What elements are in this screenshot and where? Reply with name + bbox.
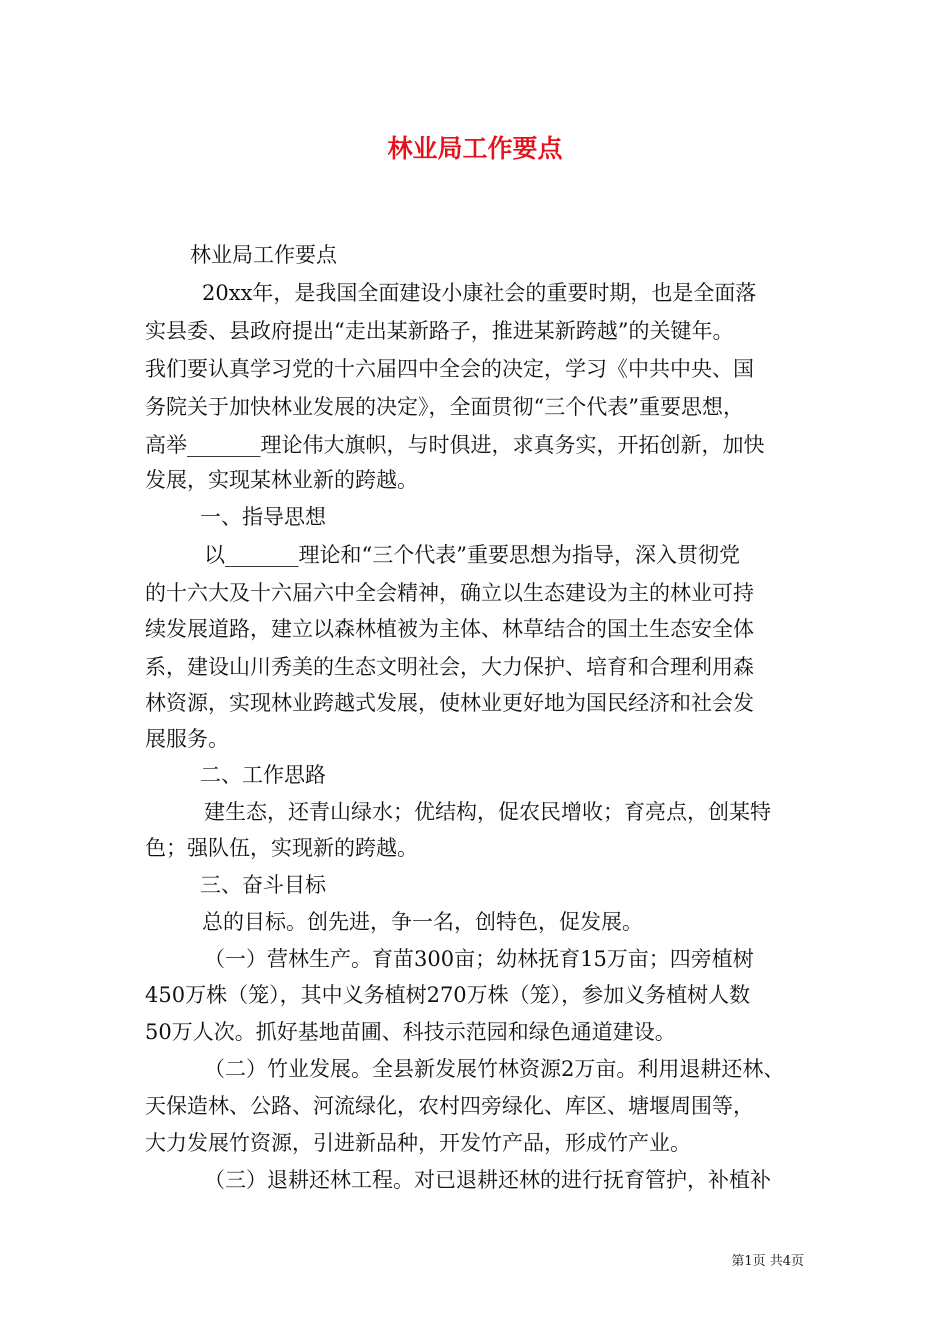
body-line: 我们要认真学习党的十六届四中全会的决定，学习《中共中央、国 [145,357,754,381]
body-line: 20xx年，是我国全面建设小康社会的重要时期，也是全面落 [202,281,757,305]
section-heading: 三、奋斗目标 [200,873,326,897]
body-heading: 林业局工作要点 [190,243,337,267]
body-line: 色；强队伍，实现新的跨越。 [145,836,418,860]
body-line: 续发展道路，建立以森林植被为主体、林草结合的国土生态安全体 [145,617,754,641]
page-number: 第1页 共4页 [731,1254,804,1269]
body-line: 天保造林、公路、河流绿化，农村四旁绿化、库区、塘堰周围等， [145,1094,754,1118]
section-heading: 二、工作思路 [200,763,326,787]
document-title: 林业局工作要点 [387,134,563,163]
body-line: 展服务。 [145,727,229,751]
body-line: （二）竹业发展。全县新发展竹林资源2万亩。利用退耕还林、 [204,1057,785,1081]
body-line: 450万株（笼），其中义务植树270万株（笼），参加义务植树人数 [145,983,751,1007]
body-line: 建生态，还青山绿水；优结构，促农民增收；育亮点，创某特 [204,800,771,824]
body-line: 实县委、县政府提出“走出某新路子，推进某新跨越”的关键年。 [145,319,734,343]
body-line: 发展，实现某林业新的跨越。 [145,468,418,492]
body-line: 系，建设山川秀美的生态文明社会，大力保护、培育和合理利用森 [145,655,754,679]
body-line: 以_______理论和“三个代表”重要思想为指导，深入贯彻党 [204,543,740,567]
body-line: 50万人次。抓好基地苗圃、科技示范园和绿色通道建设。 [145,1020,676,1044]
body-line: 林资源，实现林业跨越式发展，使林业更好地为国民经济和社会发 [145,691,754,715]
body-line: （三）退耕还林工程。对已退耕还林的进行抚育管护，补植补 [204,1168,771,1192]
body-line: 总的目标。创先进，争一名，创特色，促发展。 [202,910,643,934]
body-line: 大力发展竹资源，引进新品种，开发竹产品，形成竹产业。 [145,1131,691,1155]
body-line: 务院关于加快林业发展的决定》，全面贯彻“三个代表”重要思想， [145,395,744,419]
body-line: 的十六大及十六届六中全会精神，确立以生态建设为主的林业可持 [145,581,754,605]
body-line: （一）营林生产。育苗300亩；幼林抚育15万亩；四旁植树 [204,947,754,971]
body-line: 高举_______理论伟大旗帜，与时俱进，求真务实，开拓创新，加快 [145,433,765,457]
section-heading: 一、指导思想 [200,505,326,529]
